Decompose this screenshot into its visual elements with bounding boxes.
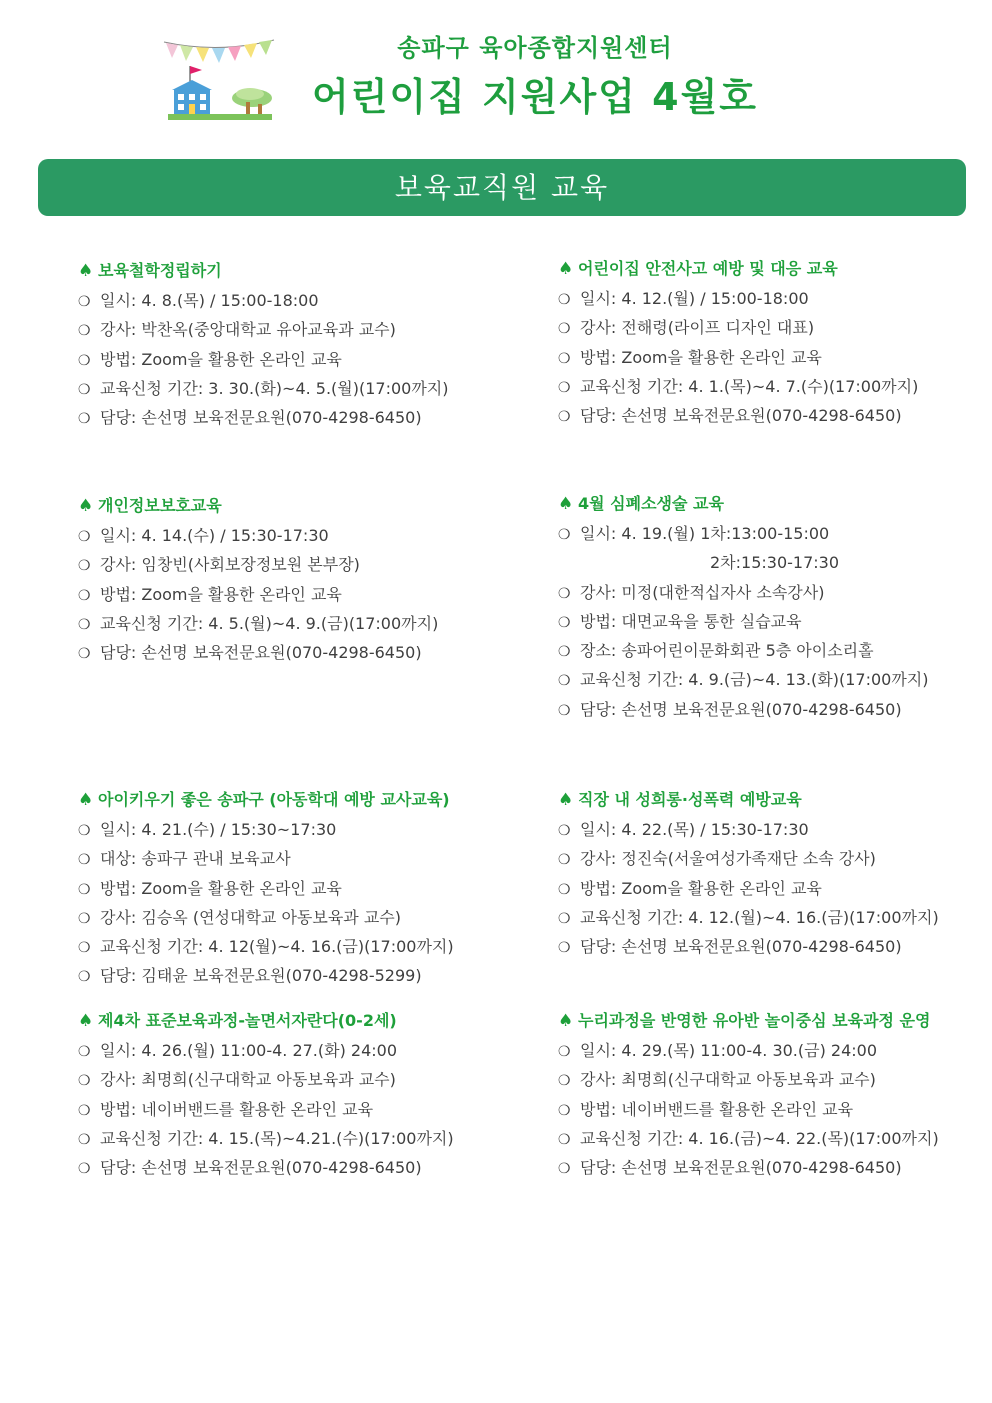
list-item [558,695,988,724]
section-title-text: 아이키우기 좋은 송파구 (아동학대 예방 교사교육) [98,790,450,809]
spade-icon: ♠ [78,496,94,516]
item-text: 2차:15:30-17:30 [710,553,840,573]
item-text: 일시: 4. 12.(월) / 15:00-18:00 [580,289,809,308]
list-item [78,844,508,873]
circle-bullet-icon: ❍ [558,614,571,631]
list-item [78,874,508,903]
list-item [78,903,508,932]
list-item [558,401,988,430]
section-title-text: 어린이집 안전사고 예방 및 대응 교육 [578,259,838,278]
section-cpr [558,489,988,724]
item-text: 장소: 송파어린이문화회관 5층 아이소리홀 [580,641,874,661]
list-item [558,343,988,372]
item-text: 담당: 손선명 보육전문요원(070-4298-6450) [580,406,902,426]
list-item [558,844,988,873]
section-title-text: 개인정보보호교육 [98,496,222,515]
circle-bullet-icon: ❍ [558,321,571,338]
circle-bullet-icon: ❍ [78,1044,91,1060]
circle-bullet-icon: ❍ [558,1161,571,1178]
list-item [558,372,988,401]
circle-bullet-icon: ❍ [558,1102,571,1119]
section-title [558,254,988,284]
item-text: 강사: 최명희(신구대학교 아동보육과 교수) [580,1070,876,1090]
section-privacy [78,491,508,667]
item-text: 강사: 전해령(라이프 디자인 대표) [580,318,815,338]
circle-bullet-icon: ❍ [78,823,91,839]
circle-bullet-icon: ❍ [78,881,91,898]
item-text: 방법: Zoom을 활용한 온라인 교육 [580,347,822,367]
list-item [558,607,988,636]
circle-bullet-icon: ❍ [558,673,571,690]
list-item [78,521,508,550]
item-text: 일시: 4. 22.(목) / 15:30-17:30 [580,820,809,839]
item-text: 강사: 임창빈(사회보장정보원 본부장) [100,555,360,575]
section-title-text: 누리과정을 반영한 유아반 놀이중심 보육과정 운영 [578,1011,931,1030]
list-item [558,665,988,694]
list-item-continuation [558,548,988,577]
list-item [78,961,508,990]
list-item [78,1153,508,1182]
circle-bullet-icon: ❍ [558,940,571,957]
spade-icon: ♠ [78,1011,94,1031]
item-text: 교육신청 기간: 4. 12(월)~4. 16.(금)(17:00까지) [100,937,454,957]
circle-bullet-icon: ❍ [558,292,571,308]
circle-bullet-icon: ❍ [78,294,91,310]
section-title-text: 직장 내 성희롱·성폭력 예방교육 [578,790,802,809]
item-text: 일시: 4. 21.(수) / 15:30~17:30 [100,820,337,839]
circle-bullet-icon: ❍ [78,852,91,869]
section-nuri-curriculum [558,1006,988,1182]
org-name: 송파구 육아종합지원센터 [397,34,673,62]
item-text: 강사: 정진숙(서울여성가족재단 소속 강사) [580,849,876,869]
list-item [558,932,988,961]
item-text: 일시: 4. 29.(목) 11:00-4. 30.(금) 24:00 [580,1041,878,1060]
list-item [558,1065,988,1094]
spade-icon: ♠ [558,1011,574,1031]
circle-bullet-icon: ❍ [78,323,91,340]
section-title-text: 보육철학정립하기 [98,261,222,280]
circle-bullet-icon: ❍ [558,409,571,426]
spade-icon: ♠ [558,494,574,514]
circle-bullet-icon: ❍ [78,1073,91,1090]
section-child-abuse [78,785,508,991]
list-item [558,1153,988,1182]
section-title [78,256,508,286]
item-text: 방법: 대면교육을 통한 실습교육 [580,611,802,631]
list-item [78,815,508,844]
list-item [558,578,988,607]
circle-bullet-icon: ❍ [78,529,91,545]
circle-bullet-icon: ❍ [558,1131,571,1148]
list-item [78,286,508,315]
list-item [78,1095,508,1124]
section-title [558,785,988,815]
item-text: 강사: 김승옥 (연성대학교 아동보육과 교수) [100,907,401,927]
item-text: 담당: 손선명 보육전문요원(070-4298-6450) [100,1158,422,1178]
item-text: 일시: 4. 19.(월) 1차:13:00-15:00 [580,524,830,543]
section-title [558,1006,988,1036]
item-text: 교육신청 기간: 3. 30.(화)~4. 5.(월)(17:00까지) [100,378,449,398]
circle-bullet-icon: ❍ [78,646,91,663]
circle-bullet-icon: ❍ [558,881,571,898]
spade-icon: ♠ [78,261,94,281]
item-text: 담당: 손선명 보육전문요원(070-4298-6450) [580,1158,902,1178]
circle-bullet-icon: ❍ [78,1102,91,1119]
item-text: 방법: Zoom을 활용한 온라인 교육 [580,878,822,898]
list-item [78,374,508,403]
section-banner: 보육교직원 교육 [38,159,966,216]
item-text: 교육신청 기간: 4. 15.(목)~4.21.(수)(17:00까지) [100,1128,454,1148]
list-item [78,1036,508,1065]
circle-bullet-icon: ❍ [78,587,91,604]
page-title: 어린이집 지원사업 4월호 [312,75,758,119]
circle-bullet-icon: ❍ [558,585,571,602]
list-item [558,519,988,548]
item-text: 강사: 미정(대한적십자사 소속강사) [580,582,825,602]
item-text: 담당: 손선명 보육전문요원(070-4298-6450) [100,643,422,663]
circle-bullet-icon: ❍ [78,411,91,428]
circle-bullet-icon: ❍ [558,350,571,367]
page-header [0,0,992,140]
section-title [78,491,508,521]
item-text: 방법: Zoom을 활용한 온라인 교육 [100,349,342,369]
circle-bullet-icon: ❍ [78,910,91,927]
item-text: 방법: Zoom을 활용한 온라인 교육 [100,584,342,604]
section-standard-curriculum [78,1006,508,1182]
circle-bullet-icon: ❍ [558,379,571,396]
circle-bullet-icon: ❍ [558,527,571,543]
item-text: 강사: 최명희(신구대학교 아동보육과 교수) [100,1070,396,1090]
circle-bullet-icon: ❍ [558,702,571,719]
circle-bullet-icon: ❍ [78,940,91,957]
circle-bullet-icon: ❍ [78,1161,91,1178]
spade-icon: ♠ [558,259,574,279]
item-text: 담당: 김태윤 보육전문요원(070-4298-5299) [100,966,422,986]
spade-icon: ♠ [78,790,94,810]
circle-bullet-icon: ❍ [78,381,91,398]
section-title [78,785,508,815]
list-item [558,636,988,665]
item-text: 방법: 네이버밴드를 활용한 온라인 교육 [580,1099,854,1119]
circle-bullet-icon: ❍ [78,969,91,986]
circle-bullet-icon: ❍ [558,823,571,839]
list-item [558,1095,988,1124]
circle-bullet-icon: ❍ [78,616,91,633]
item-text: 일시: 4. 8.(목) / 15:00-18:00 [100,291,319,310]
section-safety [558,254,988,430]
item-text: 방법: 네이버밴드를 활용한 온라인 교육 [100,1099,374,1119]
list-item [558,1036,988,1065]
circle-bullet-icon: ❍ [558,1073,571,1090]
list-item [78,1124,508,1153]
list-item [558,815,988,844]
section-title [78,1006,508,1036]
item-text: 일시: 4. 14.(수) / 15:30-17:30 [100,526,329,545]
circle-bullet-icon: ❍ [78,352,91,369]
section-harassment [558,785,988,961]
list-item [78,638,508,667]
item-text: 방법: Zoom을 활용한 온라인 교육 [100,878,342,898]
list-item [78,1065,508,1094]
section-title [558,489,988,519]
list-item [78,550,508,579]
circle-bullet-icon: ❍ [558,910,571,927]
list-item [558,284,988,313]
list-item [78,932,508,961]
list-item [558,874,988,903]
section-philosophy [78,256,508,432]
item-text: 대상: 송파구 관내 보육교사 [100,849,291,869]
item-text: 담당: 손선명 보육전문요원(070-4298-6450) [580,699,902,719]
list-item [78,609,508,638]
item-text: 일시: 4. 26.(월) 11:00-4. 27.(화) 24:00 [100,1041,398,1060]
list-item [558,903,988,932]
item-text: 교육신청 기간: 4. 1.(목)~4. 7.(수)(17:00까지) [580,376,919,396]
section-title-text: 제4차 표준보육과정-놀면서자란다(0-2세) [98,1011,397,1030]
item-text: 교육신청 기간: 4. 5.(월)~4. 9.(금)(17:00까지) [100,613,439,633]
item-text: 교육신청 기간: 4. 12.(월)~4. 16.(금)(17:00까지) [580,907,939,927]
list-item [78,315,508,344]
kindergarten-flags-icon [160,36,278,124]
circle-bullet-icon: ❍ [558,1044,571,1060]
list-item [78,345,508,374]
circle-bullet-icon: ❍ [78,558,91,575]
circle-bullet-icon: ❍ [558,644,571,661]
item-text: 담당: 손선명 보육전문요원(070-4298-6450) [100,408,422,428]
circle-bullet-icon: ❍ [78,1131,91,1148]
item-text: 교육신청 기간: 4. 9.(금)~4. 13.(화)(17:00까지) [580,670,929,690]
section-title-text: 4월 심폐소생술 교육 [578,494,724,513]
item-text: 담당: 손선명 보육전문요원(070-4298-6450) [580,937,902,957]
item-text: 강사: 박찬옥(중앙대학교 유아교육과 교수) [100,320,396,340]
list-item [558,1124,988,1153]
circle-bullet-icon: ❍ [558,852,571,869]
list-item [78,580,508,609]
list-item [78,403,508,432]
spade-icon: ♠ [558,790,574,810]
list-item [558,313,988,342]
item-text: 교육신청 기간: 4. 16.(금)~4. 22.(목)(17:00까지) [580,1128,939,1148]
